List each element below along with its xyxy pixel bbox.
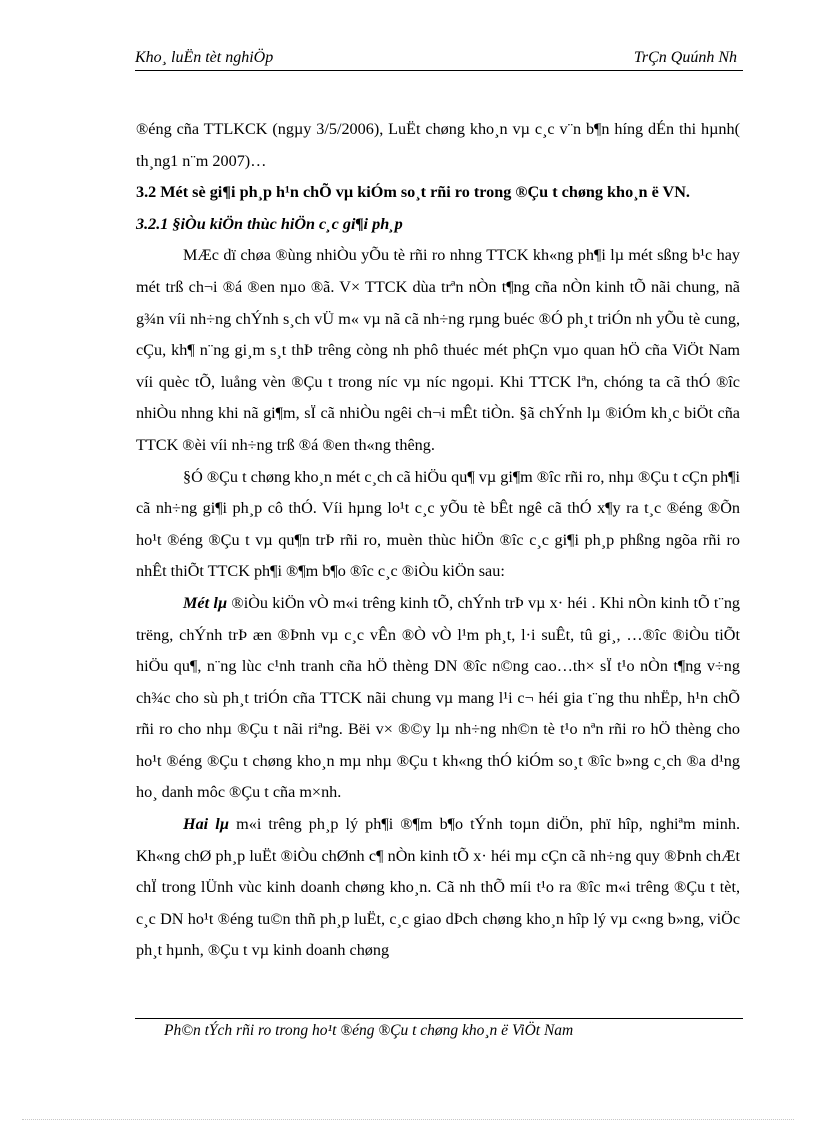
condition-one-lead: Mét lµ bbox=[183, 593, 228, 612]
paragraph-condition-two bbox=[136, 809, 740, 967]
page-footer: Ph©n tÝch rñi ro trong ho¹t ®éng ®Çu t chøng kho¸n ë ViÖt Nam bbox=[164, 1022, 574, 1039]
paragraph-market-risk: MÆc dï chøa ®ùng nhiÒu yÕu tè rñi ro nhng TTCK kh«ng ph¶i lµ mét sßng b¹c hay mét trß ch¬i ®á ®en nµo ®ã. V× TTCK dùa trªn nÒn t¶ng cña nÒn kinh tÕ nãi chung, nã g¾n víi nh÷ng chÝnh s¸ch vÜ m« vµ nã cã nh÷ng rµng buéc ®Ó ph¸t triÓn nh yÕu tè cung, cÇu, kh¶ n¨ng gi¸m s¸t thÞ trêng còng nh phô thuéc mét phÇn vµo quan hÖ cña ViÖt Nam víi quèc tÕ, luång vèn ®Çu t trong níc vµ níc ngoµi. Khi TTCK lªn, chóng ta cã thÓ ®îc nhiÒu nhng khi nã gi¶m, sÏ cã nhiÒu ngêi ch¬i mÊt tiÒn. §ã chÝnh lµ ®iÓm kh¸c biÖt cña TTCK ®èi víi nh÷ng trß ®á ®en th«ng thêng. bbox=[136, 246, 740, 454]
document-body bbox=[136, 114, 740, 967]
condition-two-text: m«i trêng ph¸p lý ph¶i ®¶m b¶o tÝnh toµn diÖn, phï hîp, nghiªm minh. Kh«ng chØ ph¸p luËt ®iÒu chØnh c¶ nÒn kinh tÕ x· héi mµ cÇn cã nh÷ng quy ®Þnh chÆt chÏ trong lÜnh vùc kinh doanh chøng kho¸n. Cã nh thÕ míi t¹o ra ®îc m«i trêng ®Çu t tèt, c¸c DN ho¹t ®éng tu©n thñ ph¸p luËt, c¸c giao dÞch chøng kho¸n hîp lý vµ c«ng b»ng, viÖc ph¸t hµnh, ®Çu t vµ kinh doanh chøng bbox=[136, 815, 741, 960]
subsection-heading-3-2-1: 3.2.1 §iÒu kiÖn thùc hiÖn c¸c gi¶i ph¸p bbox=[136, 214, 403, 233]
footer-rule bbox=[135, 1018, 743, 1019]
header-author-name: TrÇn Quúnh Nh bbox=[633, 49, 737, 66]
paragraph-continuation: ®éng cña TTLKCK (ngµy 3/5/2006), LuËt chøng kho¸n vµ c¸c v¨n b¶n híng dÉn thi hµnh( th¸ng1 n¨m 2007)… bbox=[136, 120, 740, 170]
condition-two-lead: Hai lµ bbox=[183, 815, 230, 834]
paragraph-investor-solutions: §Ó ®Çu t chøng kho¸n mét c¸ch cã hiÖu qu¶ vµ gi¶m ®îc rñi ro, nhµ ®Çu t cÇn ph¶i cã nh÷ng gi¶i ph¸p cô thÓ. Víi hµng lo¹t c¸c yÕu tè bÊt ngê cã thÓ x¶y ra t¸c ®éng ®Õn ho¹t ®éng ®Çu t vµ qu¶n trÞ rñi ro, muèn thùc hiÖn ®îc c¸c gi¶i ph¸p phßng ngõa rñi ro nhÊt thiÕt TTCK ph¶i ®¶m b¶o ®îc c¸c ®iÒu kiÖn sau: bbox=[136, 467, 740, 581]
page-bottom-edge bbox=[22, 1119, 794, 1120]
paragraph-condition-one bbox=[136, 588, 740, 809]
section-heading-3-2: 3.2 Mét sè gi¶i ph¸p h¹n chÕ vµ kiÓm so¸t rñi ro trong ®Çu t chøng kho¸n ë VN. bbox=[136, 183, 690, 202]
condition-one-text: ®iÒu kiÖn vÒ m«i trêng kinh tÕ, chÝnh trÞ vµ x· héi . Khi nÒn kinh tÕ t¨ng trëng, chÝnh trÞ æn ®Þnh vµ c¸c vÊn ®Ò vÒ l¹m ph¸t, l·i suÊt, tû gi¸, …®îc ®iÒu tiÕt hiÖu qu¶, n¨ng lùc c¹nh tranh cña hÖ thèng DN ®îc n©ng cao…th× sÏ t¹o nÒn t¶ng v÷ng ch¾c cho sù ph¸t triÓn cña TTCK nãi chung vµ mang l¹i c¬ héi gia t¨ng thu nhËp, h¹n chÕ rñi ro cho nhµ ®Çu t nãi riªng. Bëi v× ®©y lµ nh÷ng nh©n tè t¹o nªn rñi ro hÖ thèng cho ho¹t ®éng ®Çu t chøng kho¸n mµ nhµ ®Çu t kh«ng thÓ kiÓm so¸t ®îc b»ng c¸ch ®a d¹ng ho¸ danh môc ®Çu t cña m×nh. bbox=[136, 593, 741, 802]
header-thesis-title: Kho¸ luËn tèt nghiÖp bbox=[135, 49, 274, 66]
page-header bbox=[135, 48, 743, 71]
